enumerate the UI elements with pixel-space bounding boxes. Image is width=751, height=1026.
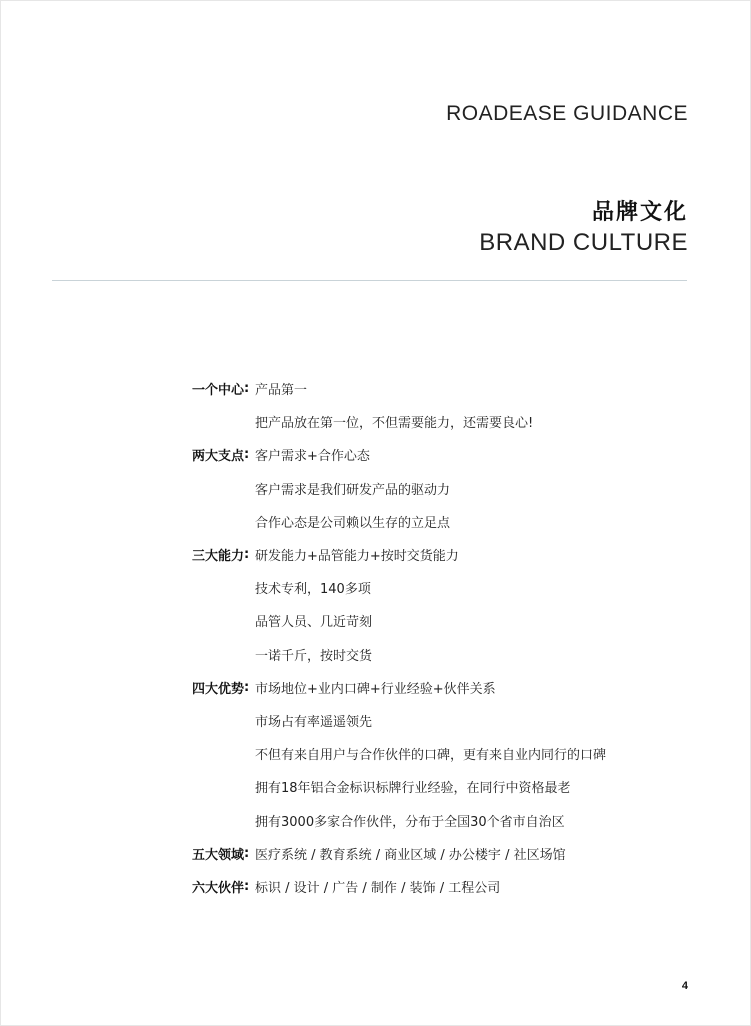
item-value: 合作心态是公司赖以生存的立足点 [255, 515, 451, 531]
list-item [192, 372, 662, 405]
list-item [192, 472, 662, 505]
list-item [192, 770, 662, 803]
item-value: 产品第一 [255, 383, 308, 399]
list-item [192, 604, 662, 637]
header-label: ROADEASE GUIDANCE [446, 102, 688, 125]
item-value: 客户需求+合作心态 [255, 449, 370, 465]
item-key: 四大优势 [192, 681, 245, 697]
item-colon: : [244, 447, 250, 463]
item-value: 品管人员、几近苛刻 [255, 615, 373, 631]
item-value: 拥有18年铝合金标识标牌行业经验，在同行中资格最老 [255, 781, 571, 797]
item-key: 两大支点 [192, 449, 245, 465]
header-divider [52, 280, 687, 281]
item-colon: : [244, 547, 250, 563]
item-colon: : [244, 381, 250, 397]
page-title-english: BRAND CULTURE [479, 229, 688, 256]
brand-culture-list [192, 372, 662, 903]
item-colon: : [244, 878, 250, 894]
list-item [192, 438, 662, 471]
list-item [192, 538, 662, 571]
item-value: 客户需求是我们研发产品的驱动力 [255, 482, 451, 498]
item-key: 六大伙伴 [192, 880, 245, 896]
list-item [192, 870, 662, 903]
list-item [192, 837, 662, 870]
item-value: 把产品放在第一位，不但需要能力，还需要良心! [255, 416, 534, 432]
page-number: 4 [681, 980, 688, 992]
item-value: 市场占有率遥遥领先 [255, 714, 373, 730]
list-item [192, 803, 662, 836]
item-value: 标识 / 设计 / 广告 / 制作 / 装饰 / 工程公司 [255, 880, 501, 896]
item-value: 技术专利，140多项 [255, 582, 371, 598]
item-value: 不但有来自用户与合作伙伴的口碑，更有来自业内同行的口碑 [255, 748, 607, 764]
list-item [192, 405, 662, 438]
item-colon: : [244, 679, 250, 695]
list-item [192, 737, 662, 770]
item-value: 研发能力+品管能力+按时交货能力 [255, 549, 459, 565]
item-key: 五大领域 [192, 847, 245, 863]
list-item [192, 671, 662, 704]
list-item [192, 571, 662, 604]
item-value: 拥有3000多家合作伙伴，分布于全国30个省市自治区 [255, 814, 565, 830]
list-item [192, 638, 662, 671]
item-key: 一个中心 [192, 383, 245, 399]
item-value: 一诺千斤，按时交货 [255, 648, 373, 664]
list-item [192, 505, 662, 538]
item-value: 市场地位+业内口碑+行业经验+伙伴关系 [255, 681, 496, 697]
item-key: 三大能力 [192, 549, 245, 565]
page-title-chinese: 品牌文化 [591, 200, 688, 225]
list-item [192, 704, 662, 737]
item-value: 医疗系统 / 教育系统 / 商业区域 / 办公楼宇 / 社区场馆 [255, 847, 566, 863]
item-colon: : [244, 845, 250, 861]
